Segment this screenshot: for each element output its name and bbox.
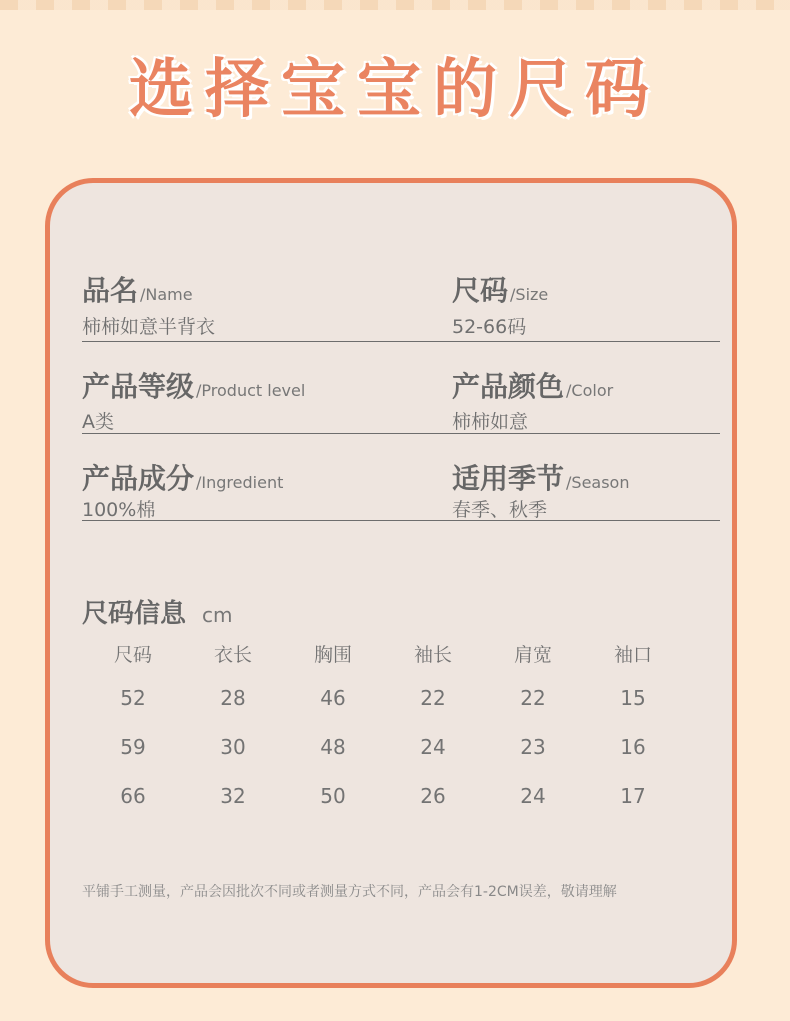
table-row [83,722,683,771]
table-row [83,771,683,820]
table-cell: 50 [320,783,346,808]
table-cell: 48 [320,734,346,759]
page-title: 选择宝宝的尺码 [129,53,661,127]
info-label [82,269,193,309]
table-cell: 46 [320,685,346,710]
table-cell: 16 [620,734,646,759]
info-row-3 [82,457,720,521]
table-cell: 30 [220,734,246,759]
info-season [452,457,630,521]
table-cell: 24 [420,734,446,759]
table-cell: 52 [120,685,146,710]
table-cell: 59 [120,734,146,759]
table-cell: 66 [120,783,146,808]
table-cell: 28 [220,685,246,710]
label-en: /Color [566,381,614,400]
header-sleeve: 袖长 [413,643,452,666]
info-label [452,457,629,497]
info-label [452,269,548,309]
label-cn: 产品等级 [82,370,195,403]
header-size: 尺码 [113,643,152,666]
label-cn: 尺码 [452,274,509,307]
label-cn: 品名 [82,274,139,307]
header-cuff: 袖口 [613,643,652,666]
info-row-2 [82,365,720,434]
info-size [452,269,549,338]
info-level [82,365,305,405]
table-row [83,673,683,722]
info-label [452,365,613,405]
table-cell: 24 [520,783,546,808]
info-value-level: A类 [82,411,114,433]
size-table-header [83,633,683,673]
label-cn: 适用季节 [452,462,565,495]
info-value-name: 柿柿如意半背衣 [82,316,216,338]
table-cell: 26 [420,783,446,808]
info-row-1 [82,269,720,342]
header-chest: 胸围 [313,643,352,666]
label-en: /Ingredient [196,473,284,492]
table-cell: 22 [520,685,546,710]
info-value-season: 春季、秋季 [452,499,548,521]
size-info-title [82,593,233,630]
info-name [82,269,193,309]
size-info-unit: cm [202,603,233,627]
table-cell: 15 [620,685,646,710]
header-shoulder: 肩宽 [513,643,552,666]
size-card [45,178,737,988]
size-table [83,633,683,820]
info-value-ingredient: 100%棉 [82,499,156,521]
info-ingredient [82,457,283,497]
table-cell: 17 [620,783,646,808]
top-decoration [0,0,790,10]
size-info-heading: 尺码信息 [82,599,187,629]
table-cell: 22 [420,685,446,710]
info-value-color: 柿柿如意 [452,411,529,433]
table-cell: 23 [520,734,546,759]
label-en: /Size [510,285,549,304]
info-color [452,365,614,433]
info-value-size: 52-66码 [452,316,527,338]
table-cell: 32 [220,783,246,808]
header-length: 衣长 [213,643,252,666]
label-cn: 产品成分 [82,462,195,495]
info-label [82,365,305,405]
label-en: /Season [566,473,630,492]
measurement-note: 平铺手工测量，产品会因批次不同或者测量方式不同，产品会有1-2CM误差，敬请理解 [82,884,617,900]
label-en: /Product level [196,381,306,400]
label-cn: 产品颜色 [452,370,565,403]
info-label [82,457,283,497]
label-en: /Name [140,285,193,304]
